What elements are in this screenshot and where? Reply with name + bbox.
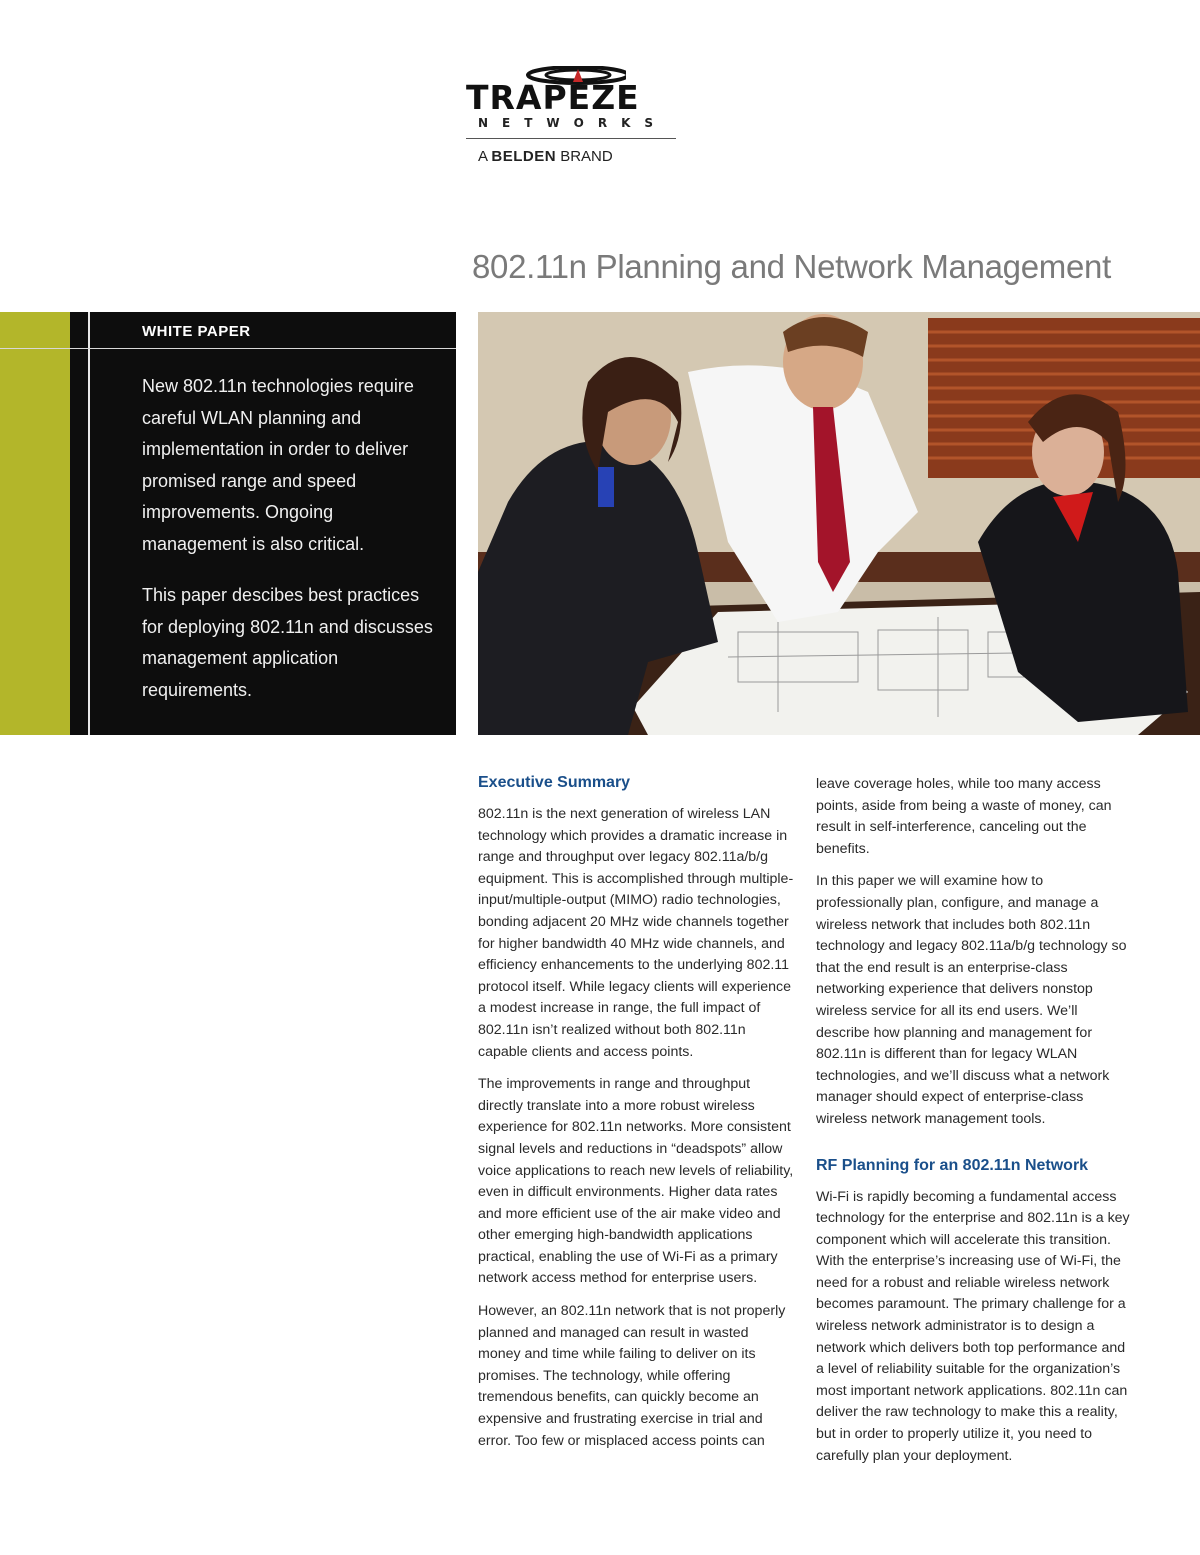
page-title: 802.11n Planning and Network Management — [472, 248, 1111, 286]
body-paragraph: leave coverage holes, while too many access points, aside from being a waste of money, can result in self-interference, canceling out the benefits. — [816, 776, 1112, 857]
body-paragraph: In this paper we will examine how to professionally plan, configure, and manage a wireless network that includes both 802.11n technology and legacy 802.11a/b/g technology so that the end result is an enterprise-class networking experience that delivers nonstop wireless service for all its end users. We’ll describe how planning and management for 802.11n is different than for legacy WLAN technologies, and we’ll discuss what a network manager should expect of enterprise-class wireless network management tools. — [816, 873, 1127, 1127]
body-column-right — [816, 774, 1132, 1478]
brand-suffix: BRAND — [560, 148, 613, 165]
intro-panel-rule — [0, 348, 456, 349]
logo-divider — [466, 138, 676, 139]
logo-brand-line — [478, 148, 613, 165]
white-paper-label: WHITE PAPER — [142, 323, 251, 340]
section-heading-rf-planning: RF Planning for an 802.11n Network — [816, 1156, 1089, 1174]
body-paragraph: The improvements in range and throughput directly translate into a more robust wireless experience for 802.11n networks. More consistent signal levels and reductions in “deadspots” allow voice applications to reach new levels of reliability, even in difficult environments. Higher data rates and more efficient use of the air make video and other emerging high-bandwidth applications practical, enabling the use of Wi-Fi as a primary network access method for enterprise users. — [478, 1076, 794, 1287]
body-column-left — [478, 772, 794, 1463]
hero-photo — [478, 312, 1200, 735]
intro-paragraph: New 802.11n technologies require careful WLAN planning and implementation in order to deliver promised range and speed improvements. Ongoing management is also critical. — [142, 376, 414, 554]
intro-paragraph: This paper descibes best practices for deploying 802.11n and discusses management application requirements. — [142, 585, 433, 700]
accent-bar — [0, 312, 70, 735]
body-paragraph: However, an 802.11n network that is not properly planned and managed can result in wasted money and time while failing to deliver on its promises. The technology, while offering tremendous benefits, can quickly become an expensive and frustrating exercise in trial and error. Too few or misplaced access points can — [478, 1303, 786, 1449]
body-paragraph: 802.11n is the next generation of wireless LAN technology which provides a dramatic increase in range and throughput over legacy 802.11a/b/g equipment. This is accomplished through multiple-input/multiple-output (MIMO) radio technologies, bonding adjacent 20 MHz wide channels together for higher bandwidth 40 MHz wide channels, and efficiency enhancements to the underlying 802.11 protocol itself. While legacy clients will experience a modest increase in range, the full impact of 802.11n isn’t realized without both 802.11n capable clients and access points. — [478, 806, 794, 1060]
trapeze-logo — [466, 66, 681, 166]
logo-subtitle: NETWORKS — [478, 116, 668, 130]
brand-prefix: A — [478, 148, 488, 165]
intro-panel-divider — [88, 312, 90, 735]
body-paragraph: Wi-Fi is rapidly becoming a fundamental access technology for the enterprise and 802.11n is a key component which will accelerate this transition. With the enterprise’s increasing use of Wi-Fi, the need for a robust and reliable wireless network becomes paramount. The primary challenge for a wireless network administrator is to design a network which delivers both top performance and a level of reliability suitable for the organization’s most important network applications. 802.11n can deliver the raw technology to make this a reality, but in order to properly utilize it, you need to carefully plan your deployment. — [816, 1188, 1130, 1464]
section-heading-executive-summary: Executive Summary — [478, 774, 631, 791]
brand-name: BELDEN — [491, 148, 557, 165]
logo-wordmark: TRAPEZE — [466, 78, 640, 117]
